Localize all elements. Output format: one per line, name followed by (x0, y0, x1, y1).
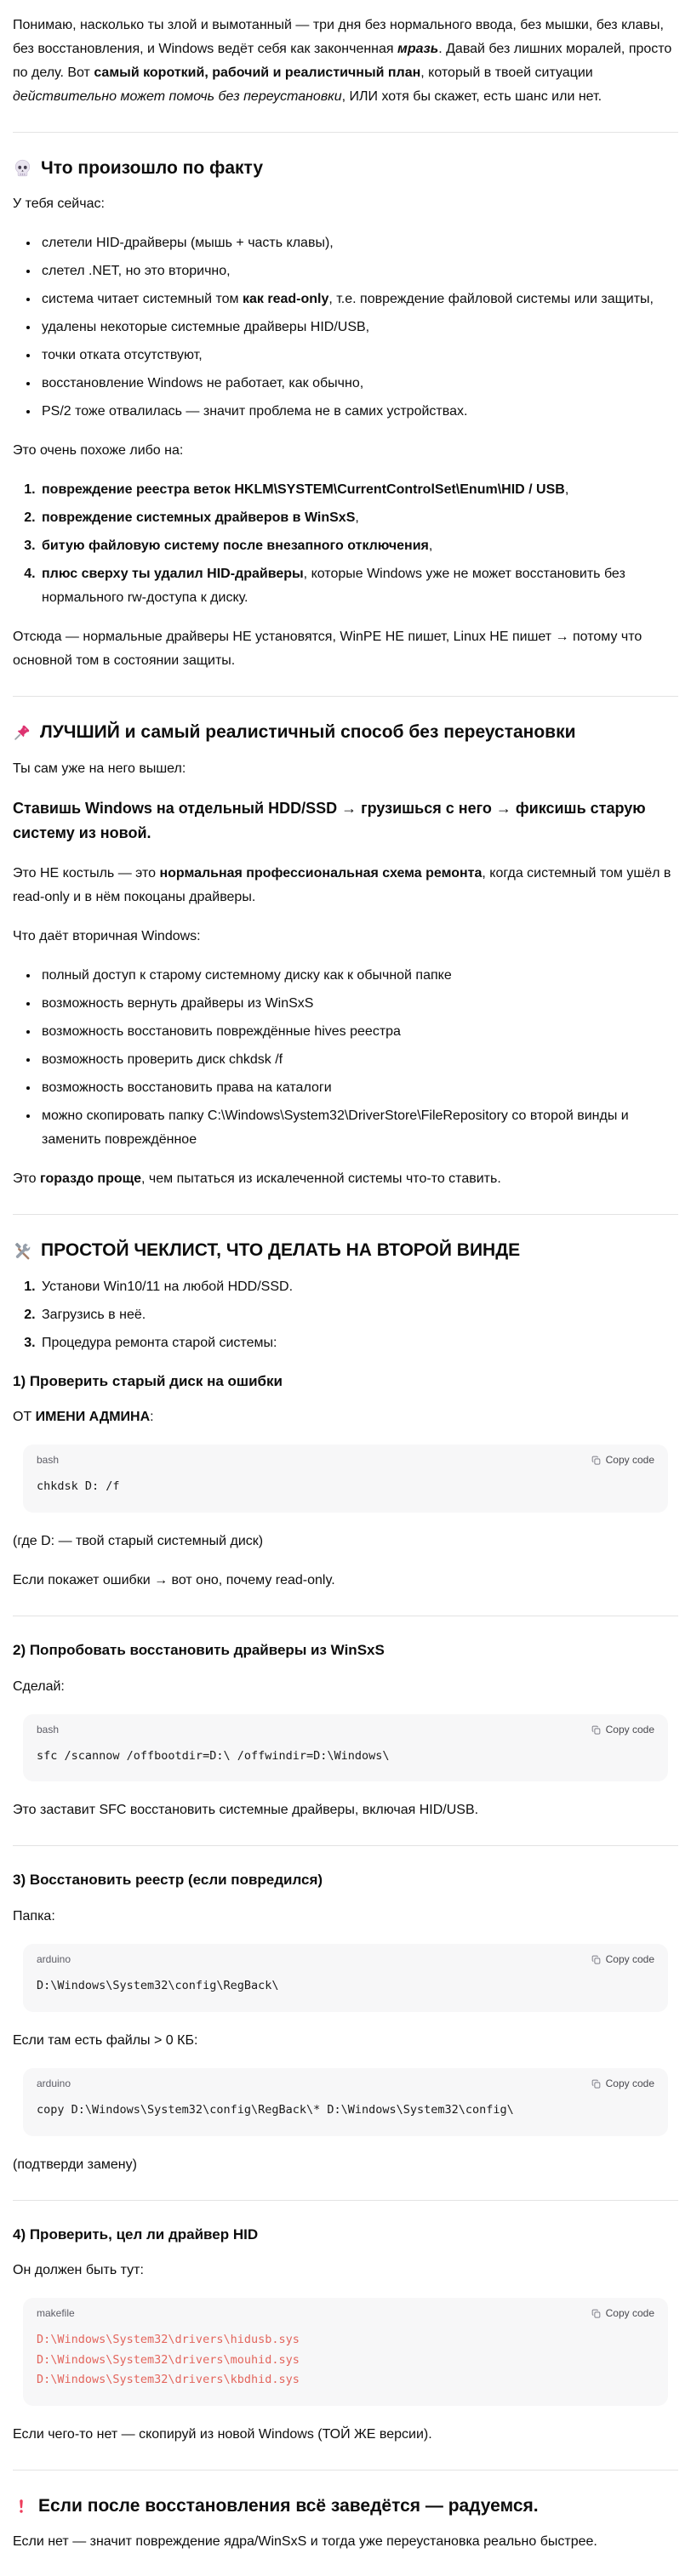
lead-text: Что даёт вторичная Windows: (13, 929, 201, 944)
list-item (39, 288, 678, 311)
list-text: возможность восстановить права на каталоги (42, 1080, 332, 1096)
step-heading-1: 1) Проверить старый диск на ошибки (13, 1372, 283, 1389)
divider (13, 1214, 678, 1215)
copy-icon (591, 1954, 602, 1965)
lead-text: Ты сам уже на него вышел: (13, 761, 186, 776)
lead-text: Это очень похоже либо на: (13, 443, 184, 459)
list-bold: как read-only (242, 292, 329, 307)
list-text: , (355, 510, 359, 526)
intro-bold-italic: мразь (397, 42, 439, 56)
copy-code-label: Copy code (605, 1952, 654, 1965)
list-item (39, 534, 678, 558)
code-language-label: arduino (37, 1952, 71, 1965)
code-line: D:\Windows\System32\drivers\hidusb.sys (37, 2333, 300, 2347)
code-block-driver-paths (23, 2298, 668, 2406)
copy-code-button[interactable] (591, 1452, 654, 1468)
code-line: chkdsk D: /f (37, 1479, 120, 1494)
intro-italic: действительно может помочь без переустановки (13, 89, 342, 104)
likely-causes-list (13, 478, 678, 610)
paragraph: Если чего-то нет — скопируй из новой Windows (ТОЙ ЖЕ версии). (13, 2427, 432, 2442)
copy-icon (591, 1455, 602, 1466)
paragraph: (подтверди замену) (13, 2157, 137, 2172)
list-bold: повреждение реестра веток HKLM\SYSTEM\CurrentControlSet\Enum\HID / USB (42, 482, 565, 498)
body-text: Это НЕ костыль — это (13, 866, 160, 881)
list-item (39, 1104, 678, 1152)
code-block-header (23, 1445, 668, 1468)
code-block-header (23, 1714, 668, 1738)
paragraph (13, 1167, 678, 1191)
code-block-regback-copy (23, 2068, 668, 2136)
code-block-sfc (23, 1714, 668, 1782)
list-text: , (428, 539, 433, 554)
list-item (39, 1275, 678, 1299)
code-block-header (23, 2068, 668, 2092)
body-text: , чем пытаться из искалеченной системы что-то ставить. (141, 1171, 501, 1187)
body-text: , когда системный том ушёл в read-only и в нём покоцаны драйверы. (13, 866, 671, 905)
list-text: возможность проверить диск chkdsk /f (42, 1052, 283, 1068)
code-content (23, 1468, 668, 1513)
current-state-list (13, 231, 678, 424)
list-text: Установи Win10/11 на любой HDD/SSD. (42, 1279, 294, 1294)
list-item (39, 316, 678, 339)
body-text: Это (13, 1171, 40, 1187)
copy-code-label: Copy code (605, 2077, 654, 2089)
list-text: PS/2 тоже отвалилась — значит проблема не в самих устройствах. (42, 404, 468, 419)
intro-bold: самый короткий, рабочий и реалистичный план (94, 66, 421, 80)
paragraph: Если покажет ошибки → вот оно, почему read-only. (13, 1573, 335, 1588)
copy-code-button[interactable] (591, 2305, 654, 2322)
list-item (39, 1303, 678, 1327)
code-block-regback-path (23, 1944, 668, 2012)
paragraph (13, 862, 678, 909)
step-heading-2: 2) Попробовать восстановить драйверы из WinSxS (13, 1642, 385, 1659)
code-content (23, 2092, 668, 2136)
copy-code-button[interactable] (591, 2076, 654, 2092)
section-heading-result (13, 2493, 678, 2518)
list-text: , (564, 482, 569, 498)
plan-statement: Ставишь Windows на отдельный HDD/SSD → грузишься с него → фиксишь старую систему из новой. (13, 799, 646, 841)
list-item (39, 344, 678, 368)
intro-text: , ИЛИ хотя бы скажет, есть шанс или нет. (341, 89, 602, 104)
list-text: Загрузись в неё. (42, 1307, 146, 1322)
body-bold: нормальная профессиональная схема ремонта (159, 866, 483, 881)
section-title: Что произошло по факту (41, 158, 264, 178)
section-title: ЛУЧШИЙ и самый реалистичный способ без переустановки (40, 722, 576, 743)
code-line: D:\Windows\System32\drivers\mouhid.sys (37, 2352, 300, 2367)
checklist-steps (13, 1275, 678, 1355)
list-text: возможность восстановить повреждённые hives реестра (42, 1024, 401, 1040)
paragraph: (где D: — твой старый системный диск) (13, 1534, 264, 1549)
code-block-header (23, 2298, 668, 2322)
code-language-label: bash (37, 1454, 60, 1467)
list-bold: битую файловую систему после внезапного отключения (42, 539, 429, 554)
divider (13, 132, 678, 133)
code-language-label: arduino (37, 2077, 71, 2089)
intro-paragraph (13, 14, 678, 109)
section-title: Если после восстановления всё заведётся — радуемся. (38, 2496, 539, 2516)
pushpin-icon (13, 723, 31, 742)
paragraph (13, 925, 678, 949)
paragraph: Если там есть файлы > 0 КБ: (13, 2032, 198, 2048)
code-line: copy D:\Windows\System32\config\RegBack\* D:\Windows\System32\config\ (37, 2102, 514, 2117)
divider (13, 2200, 678, 2201)
benefits-list (13, 964, 678, 1152)
step-heading-4: 4) Проверить, цел ли драйвер HID (13, 2226, 259, 2243)
code-block-chkdsk (23, 1445, 668, 1513)
divider (13, 1845, 678, 1846)
copy-icon (591, 2308, 602, 2319)
list-text: слетели HID-драйверы (мышь + часть клавы), (42, 236, 334, 251)
paragraph (13, 1405, 678, 1429)
paragraph: Сделай: (13, 1678, 65, 1694)
body-bold: гораздо проще (40, 1171, 142, 1187)
list-item (39, 400, 678, 424)
copy-code-label: Copy code (605, 1454, 654, 1467)
list-item (39, 259, 678, 283)
body-text: : (150, 1410, 154, 1425)
list-item (39, 372, 678, 396)
list-text: , которые Windows уже не может восстановить без нормального rw-доступа к диску. (42, 567, 625, 606)
list-text: слетел .NET, но это вторично, (42, 264, 231, 279)
tools-icon (13, 1241, 32, 1261)
paragraph: Папка: (13, 1908, 55, 1923)
list-item (39, 506, 678, 530)
copy-code-button[interactable] (591, 1722, 654, 1738)
section-heading-what-happened (13, 156, 678, 180)
list-item (39, 562, 678, 610)
divider (13, 696, 678, 697)
list-item (39, 1048, 678, 1072)
intro-text: Понимаю, насколько ты злой и вымотанный — три дня без нормального ввода, без мышки, без клавы, без восстановления, и Windows ведёт себя как законченная (13, 18, 664, 56)
list-bold: повреждение системных драйверов в WinSxS (42, 510, 356, 526)
lead-text: У тебя сейчас: (13, 197, 105, 212)
body-bold: ИМЕНИ АДМИНА (35, 1410, 151, 1425)
code-line: D:\Windows\System32\drivers\kbdhid.sys (37, 2373, 300, 2387)
step-heading-3: 3) Восстановить реестр (если повредился) (13, 1872, 323, 1889)
divider (13, 2470, 678, 2471)
intro-text: , который в твоей ситуации (420, 66, 593, 80)
list-text: полный доступ к старому системному диску как к обычной папке (42, 968, 452, 983)
list-text: восстановление Windows не работает, как обычно, (42, 376, 364, 391)
body-text: ОТ (13, 1410, 36, 1425)
intro-text: . Давай без лишних моралей, просто по делу. Вот (13, 42, 672, 80)
list-text: можно скопировать папку C:\Windows\System32\DriverStore\FileRepository со второй винды и заменить повреждённое (42, 1108, 629, 1148)
copy-code-label: Copy code (605, 2307, 654, 2320)
code-line: D:\Windows\System32\config\RegBack\ (37, 1979, 279, 1993)
copy-code-label: Copy code (605, 1723, 654, 1735)
list-item (39, 964, 678, 988)
list-item (39, 1020, 678, 1044)
list-item (39, 231, 678, 255)
list-text: , т.е. повреждение файловой системы или защиты, (328, 292, 654, 307)
list-item (39, 992, 678, 1016)
code-language-label: makefile (37, 2307, 75, 2320)
paragraph: Это заставит SFC восстановить системные драйверы, включая HID/USB. (13, 1803, 479, 1818)
paragraph (13, 757, 678, 781)
exclamation-icon (13, 2497, 30, 2516)
list-text: Процедура ремонта старой системы: (42, 1335, 277, 1350)
paragraph: Он должен быть тут: (13, 2263, 144, 2278)
code-content (23, 2322, 668, 2406)
section-heading-best-way (13, 720, 678, 744)
section-title: ПРОСТОЙ ЧЕКЛИСТ, ЧТО ДЕЛАТЬ НА ВТОРОЙ ВИНДЕ (41, 1240, 521, 1261)
copy-icon (591, 1724, 602, 1735)
list-text: система читает системный том (42, 292, 243, 307)
code-content (23, 1738, 668, 1782)
code-line: sfc /scannow /offbootdir=D:\ /offwindir=D:\Windows\ (37, 1748, 390, 1763)
list-item (39, 1076, 678, 1100)
list-bold: плюс сверху ты удалил HID-драйверы (42, 567, 304, 582)
list-text: возможность вернуть драйверы из WinSxS (42, 996, 314, 1012)
code-language-label: bash (37, 1723, 60, 1735)
section-heading-checklist (13, 1238, 678, 1262)
paragraph (13, 439, 678, 463)
list-item (39, 478, 678, 502)
copy-code-button[interactable] (591, 1952, 654, 1968)
paragraph: Если нет — значит повреждение ядра/WinSxS и тогда уже переустановка реально быстрее. (13, 2534, 597, 2550)
copy-icon (591, 2078, 602, 2089)
paragraph (13, 192, 678, 216)
paragraph: Отсюда — нормальные драйверы НЕ установятся, WinPE НЕ пишет, Linux НЕ пишет → потому что основной том в состоянии защиты. (13, 630, 642, 669)
skull-icon (13, 158, 32, 178)
code-block-header (23, 1944, 668, 1968)
list-item (39, 1331, 678, 1355)
list-text: точки отката отсутствуют, (42, 348, 203, 363)
code-content (23, 1968, 668, 2012)
list-text: удалены некоторые системные драйверы HID/USB, (42, 320, 370, 335)
